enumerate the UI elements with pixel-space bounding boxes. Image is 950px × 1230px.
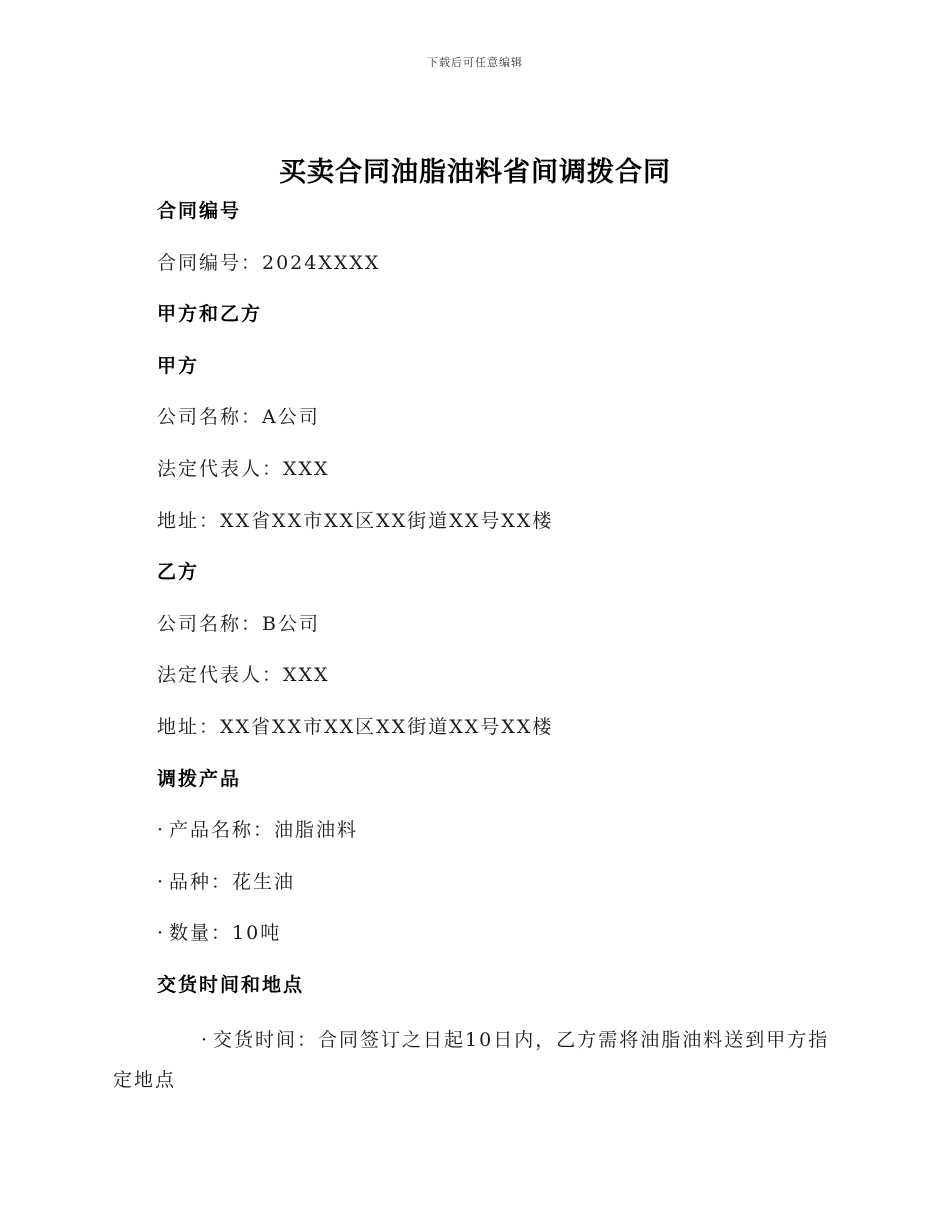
party-b-address: 地址：XX省XX市XX区XX街道XX号XX楼 [157, 715, 554, 738]
product-item [157, 918, 837, 970]
bullet-mark: · [201, 1029, 210, 1051]
contract-number-line: 合同编号：2024XXXX [157, 251, 381, 274]
party-a-address: 地址：XX省XX市XX区XX街道XX号XX楼 [157, 509, 554, 532]
section-heading-parties: 甲方和乙方 [157, 303, 263, 326]
bullet-mark: · [157, 870, 166, 893]
party-b-company: 公司名称：B公司 [157, 612, 320, 635]
product-item-text: 数量：10吨 [169, 922, 282, 945]
section-heading-party-a: 甲方 [157, 354, 200, 377]
product-item [157, 867, 837, 919]
delivery-paragraph-text: 交货时间：合同签订之日起10日内，乙方需将油脂油料送到甲方指定地点 [113, 1029, 830, 1091]
party-a-company: 公司名称：A公司 [157, 406, 320, 429]
section-heading-delivery: 交货时间和地点 [157, 973, 305, 996]
product-item-text: 品种：花生油 [169, 870, 296, 893]
header-note: 下载后可任意编辑 [427, 56, 523, 69]
section-heading-party-b: 乙方 [157, 561, 200, 584]
product-item-text: 产品名称：油脂油料 [169, 819, 359, 842]
delivery-paragraph [113, 1020, 833, 1100]
product-item [157, 815, 837, 867]
document-title: 买卖合同油脂油料省间调拨合同 [279, 157, 671, 188]
bullet-mark: · [157, 922, 166, 945]
document-body [157, 196, 837, 1022]
party-b-representative: 法定代表人：XXX [157, 664, 330, 687]
section-heading-product: 调拨产品 [157, 767, 242, 790]
section-heading-contract-number: 合同编号 [157, 200, 242, 222]
bullet-mark: · [157, 819, 166, 842]
party-a-representative: 法定代表人：XXX [157, 457, 330, 480]
